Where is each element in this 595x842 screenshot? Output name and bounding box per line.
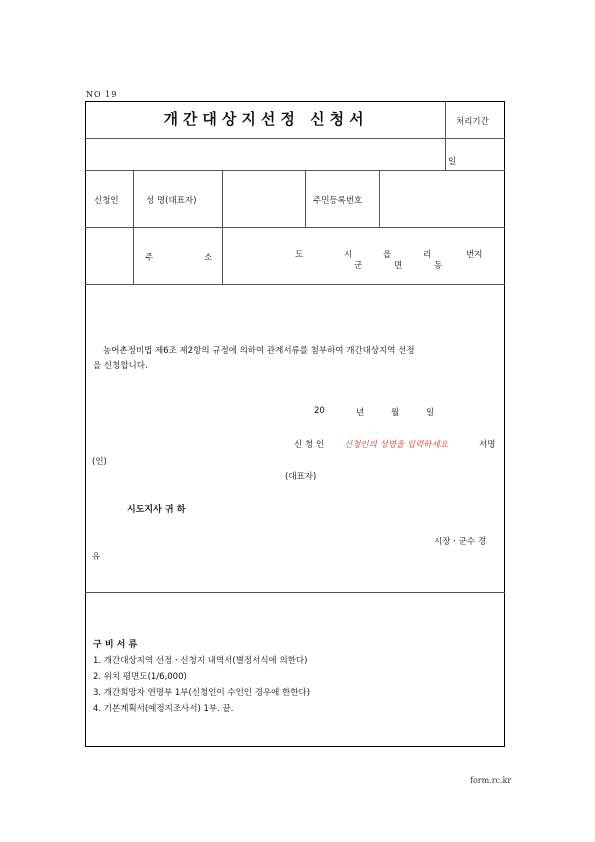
address-gun: 군 [354,261,363,271]
resident-id-label: 주민등록번호 [313,196,363,206]
processing-period-label: 처리기간 [456,117,489,127]
divider [85,284,505,285]
applicant-section-label: 신청인 [94,196,119,206]
signature-label: 서명 [479,440,496,450]
attachment-item: 3. 개간희망자 연명부 1부(신청인이 수인인 경우에 한한다) [93,688,311,698]
name-label: 성 명(대표자) [146,196,197,206]
representative-label: (대표자) [285,472,317,482]
resident-id-field[interactable] [380,171,504,227]
address-si: 시 [344,250,353,260]
divider [85,138,505,139]
address-do: 도 [295,250,304,260]
form-title: 개간대상지선정 신청서 [163,110,369,128]
applicant-sign-label: 신 청 인 [294,440,325,450]
form-number: NO 19 [86,90,118,99]
footer-site: form.rc.kr [470,776,512,785]
applicant-name-input[interactable]: 신청인의 성명을 입력하세요 [344,440,448,450]
body-text-line1: 농어촌정비법 제6조 제2항의 규정에 의하여 관계서류를 첨부하여 개간대상지역 선정 [103,346,415,356]
address-dong: 동 [434,261,443,271]
via-line2: 유 [92,552,101,562]
address-myeon: 면 [394,261,403,271]
divider [445,101,446,170]
address-label-2: 소 [204,253,213,263]
date-year-prefix: 20 [314,406,325,416]
address-ri: 리 [423,250,432,260]
attachments-title: 구 비 서 류 [93,640,138,650]
recipient: 시도지사 귀 하 [127,505,186,515]
attachment-item: 4. 기본계획서(예정지조사서) 1부. 끝. [93,704,234,714]
divider [305,170,306,227]
name-field[interactable] [223,171,305,227]
date-month: 월 [391,408,400,418]
address-beonji: 번지 [466,250,483,260]
address-label-1: 주 [145,253,154,263]
via-line1: 시장ㆍ군수 경 [434,537,486,547]
attachment-item: 2. 위치 평면도(1/6,000) [93,672,187,682]
body-text-line2: 을 신청합니다. [93,361,148,371]
attachment-item: 1. 개간대상지역 선정ㆍ신청지 내역서(별정서식에 의한다) [93,656,308,666]
address-eup: 읍 [383,250,392,260]
processing-period-unit: 일 [448,157,457,167]
address-field[interactable] [223,228,504,283]
divider [85,592,505,593]
date-year: 년 [356,408,365,418]
seal-label: (인) [92,457,107,467]
date-day: 일 [426,408,435,418]
